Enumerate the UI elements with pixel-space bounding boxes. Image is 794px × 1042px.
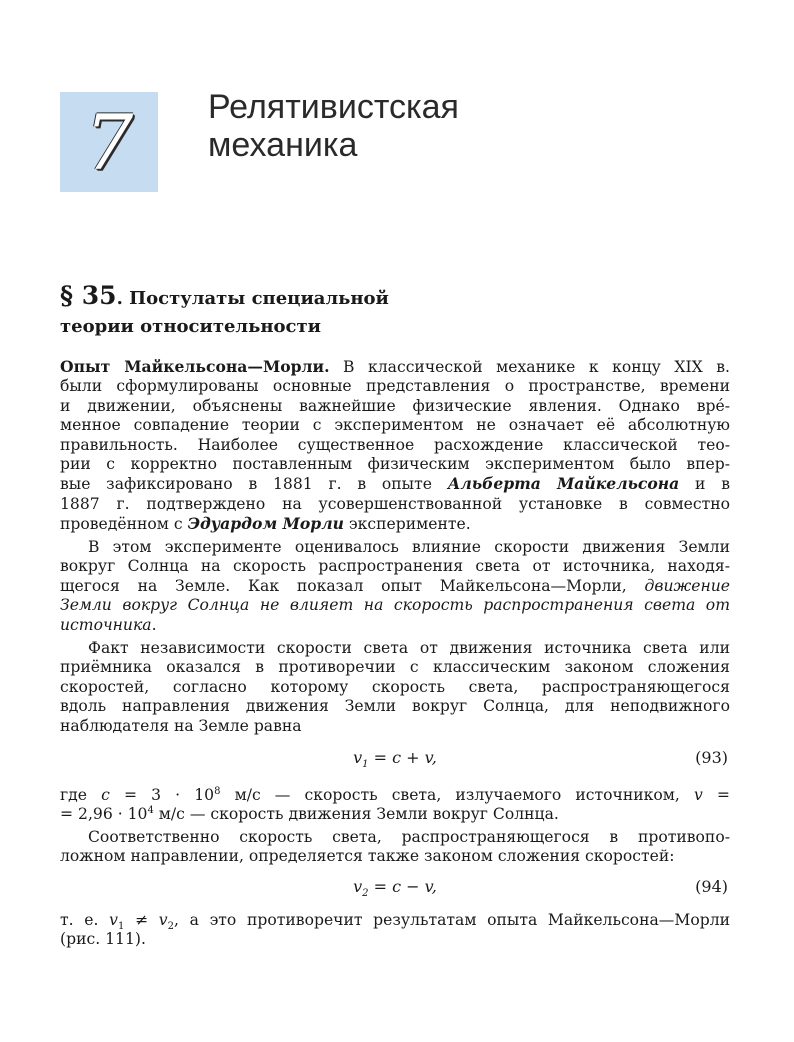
text-line: Факт независимости скорости света от движения источника света или (88, 639, 730, 657)
emphasis-text: источника (60, 615, 152, 634)
text-line: и движении, объяснены важнейшие физические явления. Однако вре́- (60, 396, 730, 415)
formula-sub: 1 (362, 759, 369, 771)
formula-sub: 2 (167, 921, 174, 933)
text-line: = 2,96 · 10 (60, 805, 148, 824)
text-line: 1887 г. подтверждено на усовершенствованной установке в совместно (60, 494, 730, 513)
name-michelson: Альберта Майкельсона (447, 474, 680, 494)
paragraph-1 (60, 357, 730, 535)
text-line: В классической механике к концу XIX в. (329, 358, 730, 376)
section-title-line-2: теории относительности (60, 316, 321, 337)
formula-number: (93) (695, 748, 728, 767)
exponent: 4 (147, 805, 154, 817)
paragraph-2 (60, 538, 730, 635)
formula-sub: 2 (362, 888, 369, 900)
text-line: рии с корректно поставленным физическим экспериментом было впер- (60, 455, 730, 474)
paragraph-3 (60, 639, 730, 736)
section-title-line-1: . Постулаты специальной (116, 288, 389, 309)
text-line: наблюдателя на Земле равна (60, 716, 302, 735)
text-line: менное совпадение теории с экспериментом не означает её абсолютную (60, 416, 730, 435)
text-line: = (702, 786, 730, 804)
text-line: м/с — скорость движения Земли вокруг Солнца. (153, 805, 559, 824)
chapter-title-line-2: механика (208, 126, 358, 164)
formula-93 (60, 748, 730, 770)
paragraph-lead: Опыт Майкельсона—Морли. (60, 357, 330, 376)
text-line: щегося на Земле. Как показал опыт Майкельсона—Морли, (60, 576, 645, 595)
emphasis-text: Земли вокруг Солнца не влияет на скорость распространения света от (60, 596, 730, 615)
formula-var: v (694, 786, 703, 804)
text-line: ложном направлении, определяется также законом сложения скоростей: (60, 847, 675, 866)
exponent: 8 (214, 785, 221, 797)
chapter-number: 7 (84, 97, 134, 187)
text-line: = 3 · 10 (109, 786, 215, 804)
name-morley: Эдуардом Морли (187, 514, 344, 534)
text-line: вдоль направления движения Земли вокруг Солнца, для неподвижного (60, 697, 730, 716)
text-line: правильность. Наиболее существенное расхождение классической тео- (60, 435, 730, 454)
formula-var: c (101, 786, 110, 804)
chapter-title-line-1: Релятивистская (208, 88, 459, 126)
formula-var: v (353, 748, 363, 767)
text-line: и в (679, 475, 730, 494)
formula-var: v (158, 911, 168, 929)
text-line: эксперименте. (343, 515, 471, 534)
paragraph-5 (60, 828, 730, 867)
text-line: приёмника оказался в противоречии с классическим законом сложения (60, 658, 730, 677)
text-line: вые зафиксировано в 1881 г. в опыте (60, 475, 448, 494)
text-line: т. е. (60, 911, 110, 929)
paragraph-4 (60, 786, 730, 825)
text-line: . (151, 615, 157, 634)
text-line: (рис. 111). (60, 930, 146, 949)
text-line: вокруг Солнца на скорость распространения света от источника, находя- (60, 557, 730, 576)
text-line: Соответственно скорость света, распространяющегося в противопо- (88, 828, 730, 846)
section-title (60, 282, 740, 341)
formula-expr: = c + v, (368, 748, 437, 767)
formula-number: (94) (695, 877, 728, 896)
chapter-title (208, 88, 728, 164)
formula-expr: = c − v, (368, 877, 437, 896)
text-line: проведённом с (60, 515, 188, 534)
section-sign: § 35 (60, 281, 117, 310)
text-line: м/с — скорость света, излучаемого источником, (220, 786, 694, 804)
emphasis-text: движение (644, 576, 730, 595)
text-line: где (60, 786, 102, 804)
paragraph-6 (60, 911, 730, 950)
formula-sub: 1 (117, 921, 125, 933)
formula-94 (60, 877, 730, 899)
formula-var: v (109, 911, 118, 929)
text-line: были сформулированы основные представления о пространстве, времени (60, 377, 730, 396)
text-line: скоростей, согласно которому скорость света, распространяющегося (60, 677, 730, 696)
text-line: В этом эксперименте оценивалось влияние скорости движения Земли (88, 538, 730, 556)
text-line: , а это противоречит результатам опыта Майкельсона—Морли (173, 911, 730, 929)
text-line: ≠ (124, 911, 159, 929)
formula-var: v (353, 877, 363, 896)
